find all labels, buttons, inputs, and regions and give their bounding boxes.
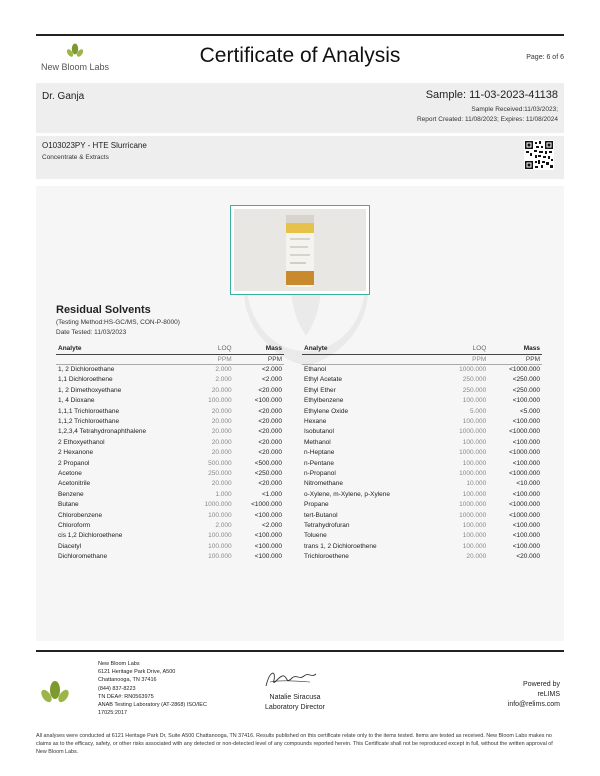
mass-cell: <250.000 [512, 376, 540, 384]
mass-cell: <100.000 [512, 532, 540, 540]
loq-cell: 1.000 [215, 490, 232, 498]
table-row [56, 437, 284, 447]
loq-cell: 5.000 [469, 407, 487, 415]
document-title: Certificate of Analysis [199, 44, 401, 67]
analyte-cell: 1, 4 Dioxane [58, 397, 95, 405]
analyte-cell: 2 Ethoxyethanol [58, 438, 105, 446]
analyte-cell: Ethylbenzene [304, 397, 344, 405]
table-row [302, 396, 542, 406]
analyte-cell: Ethyl Acetate [304, 376, 342, 384]
analyte-cell: Benzene [58, 490, 84, 498]
table-row [56, 448, 284, 458]
address-line: (844) 837-8223 [98, 685, 136, 692]
analyte-cell: 1,1,1 Trichloroethane [58, 407, 120, 415]
loq-cell: 1000.000 [459, 366, 487, 374]
mass-cell: <1000.000 [509, 469, 540, 477]
loq-cell: 1000.000 [459, 469, 487, 477]
loq-cell: 20.000 [211, 449, 232, 457]
mass-cell: <5.000 [519, 407, 540, 415]
table-row [56, 364, 284, 374]
table-row [302, 499, 542, 509]
analyte-cell: 1,1 Dichloroethene [58, 376, 113, 384]
mass-cell: <100.000 [512, 490, 540, 498]
table-row [302, 510, 542, 520]
analyte-cell: 1,2,3,4 Tetrahydronaphthalene [58, 428, 147, 436]
client-name: Dr. Ganja [42, 91, 85, 102]
mass-cell: <500.000 [254, 459, 282, 467]
analyte-cell: Methanol [304, 438, 331, 446]
column-header-analyte: Analyte [56, 344, 189, 354]
table-row [56, 551, 284, 561]
analyte-cell: Toluene [304, 532, 327, 540]
analyte-cell: Dichloromethane [58, 553, 108, 561]
table-row [56, 499, 284, 509]
mass-cell: <250.000 [254, 469, 282, 477]
analyte-cell: Ethyl Ether [304, 386, 336, 394]
loq-cell: 100.000 [462, 438, 487, 446]
loq-cell: 100.000 [462, 418, 487, 426]
loq-cell: 2.000 [215, 521, 232, 529]
analyte-cell: 1,1,2 Trichloroethane [58, 418, 120, 426]
mass-cell: <2.000 [261, 376, 282, 384]
mass-cell: <100.000 [512, 521, 540, 529]
mass-cell: <20.000 [516, 553, 540, 561]
loq-cell: 2.000 [215, 366, 232, 374]
table-row [302, 448, 542, 458]
mass-cell: <20.000 [258, 407, 282, 415]
loq-cell: 100.000 [462, 397, 487, 405]
table-row [302, 479, 542, 489]
table-row [56, 458, 284, 468]
mass-cell: <1000.000 [509, 449, 540, 457]
leaf-logo-icon [66, 42, 84, 60]
loq-cell: 1000.000 [459, 511, 487, 519]
analyte-cell: Chloroform [58, 521, 91, 529]
page-number: Page: 6 of 6 [526, 54, 564, 61]
lab-address [98, 660, 207, 717]
analyte-cell: n-Pentane [304, 459, 334, 467]
client-band [36, 83, 564, 133]
table-row [56, 396, 284, 406]
mass-cell: <100.000 [512, 438, 540, 446]
loq-cell: 2.000 [215, 376, 232, 384]
footer-rule [36, 650, 564, 652]
product-category: Concentrate & Extracts [42, 154, 109, 161]
loq-cell: 100.000 [208, 397, 232, 405]
address-line: New Bloom Labs [98, 661, 140, 667]
address-line: 17025:2017 [98, 710, 128, 717]
loq-cell: 100.000 [462, 490, 487, 498]
column-header-analyte: Analyte [302, 344, 440, 354]
loq-cell: 1000.000 [204, 501, 232, 509]
table-row [302, 531, 542, 541]
analyte-cell: Chlorobenzene [58, 511, 103, 519]
analyte-cell: n-Propanol [304, 469, 336, 477]
table-row [302, 437, 542, 447]
sample-received: Sample Received:11/03/2023; [471, 106, 558, 113]
table-row [302, 520, 542, 530]
table-row [56, 520, 284, 530]
table-row [56, 510, 284, 520]
table-row [56, 541, 284, 551]
analyte-cell: cis 1,2 Dichloroethene [58, 532, 123, 540]
unit-mass: PPM [234, 354, 284, 364]
product-band [36, 136, 564, 179]
powered-by-name: reLIMS [537, 691, 560, 698]
analyte-cell: n-Heptane [304, 449, 335, 457]
analyte-cell: Propane [304, 501, 329, 509]
analyte-cell: 2 Propanol [58, 459, 90, 467]
analyte-cell: 1, 2 Dimethoxyethane [58, 386, 122, 394]
loq-cell: 20.000 [211, 438, 232, 446]
address-line: 6121 Heritage Park Drive, A500 [98, 669, 176, 676]
analyte-cell: 2 Hexanone [58, 449, 94, 457]
powered-by [508, 680, 560, 710]
table-row [56, 427, 284, 437]
table-row [302, 541, 542, 551]
disclaimer: All analyses were conducted at 6121 Heritage Park Dr, Suite A500 Chattanooga, TN 37416. Results published on this certificate relate only to the items tested. Items are tested as received. New Bloom Labs makes no claims as to the efficacy, safety, or other risks associated with any detected or non-detected level of any compounds reported herein. This Certificate shall not be reproduced except in full, without the written approval of New Bloom Labs. [36, 733, 553, 755]
solvents-table-right [302, 344, 542, 562]
table-row [56, 406, 284, 416]
mass-cell: <20.000 [258, 438, 282, 446]
loq-cell: 250.000 [208, 469, 232, 477]
mass-cell: <1000.000 [509, 428, 540, 436]
mass-cell: <1000.000 [509, 511, 540, 519]
table-row [56, 531, 284, 541]
table-row [302, 489, 542, 499]
mass-cell: <100.000 [512, 459, 540, 467]
loq-cell: 100.000 [208, 542, 232, 550]
table-row [302, 468, 542, 478]
header-rule [36, 34, 564, 36]
brand [40, 42, 110, 72]
loq-cell: 250.000 [462, 376, 487, 384]
signer-title: Laboratory Director [265, 704, 325, 711]
address-line: TN DEA#: RN0563975 [98, 693, 154, 700]
mass-cell: <100.000 [512, 542, 540, 550]
address-line: ANAB Testing Laboratory (AT-2868) ISO/IEC [98, 702, 207, 709]
mass-cell: <20.000 [258, 449, 282, 457]
loq-cell: 20.000 [466, 553, 487, 561]
analyte-cell: Nitromethane [304, 480, 344, 488]
mass-cell: <100.000 [512, 418, 540, 426]
mass-cell: <20.000 [258, 418, 282, 426]
table-row [302, 406, 542, 416]
mass-cell: <1000.000 [509, 501, 540, 509]
sample-id: Sample: 11-03-2023-41138 [425, 89, 558, 101]
brand-name: New Bloom Labs [40, 62, 110, 72]
testing-method: (Testing Method:HS-GC/MS, CON-P-8000) [56, 319, 180, 326]
mass-cell: <100.000 [254, 542, 282, 550]
loq-cell: 20.000 [211, 407, 232, 415]
column-header-mass: Mass [488, 344, 542, 354]
analyte-cell: Hexane [304, 418, 327, 426]
mass-cell: <100.000 [512, 397, 540, 405]
loq-cell: 20.000 [211, 428, 232, 436]
units-row [56, 354, 284, 364]
table-row [302, 427, 542, 437]
results-panel [36, 186, 564, 641]
mass-cell: <100.000 [254, 511, 282, 519]
loq-cell: 500.000 [208, 459, 232, 467]
table-row [56, 375, 284, 385]
analyte-cell: tert-Butanol [304, 511, 338, 519]
mass-cell: <2.000 [261, 521, 282, 529]
date-tested: Date Tested: 11/03/2023 [56, 329, 127, 336]
report-dates: Report Created: 11/08/2023; Expires: 11/08/2024 [416, 116, 558, 123]
table-row [56, 468, 284, 478]
column-header-loq: LOQ [189, 344, 234, 354]
analyte-cell: Isobutanol [304, 428, 334, 436]
mass-cell: <100.000 [254, 397, 282, 405]
footer-leaf-logo-icon [40, 678, 70, 708]
analyte-cell: 1, 2 Dichloroethane [58, 366, 115, 374]
table-row [56, 416, 284, 426]
address-line: Chattanooga, TN 37416 [98, 677, 157, 684]
unit-loq: PPM [440, 354, 488, 364]
mass-cell: <100.000 [254, 532, 282, 540]
loq-cell: 100.000 [462, 459, 487, 467]
mass-cell: <1000.000 [509, 366, 540, 374]
loq-cell: 20.000 [211, 418, 232, 426]
sample-photo-frame [230, 205, 370, 295]
mass-cell: <10.000 [516, 480, 540, 488]
unit-mass: PPM [488, 354, 542, 364]
analyte-cell: Butane [58, 501, 79, 509]
section-title: Residual Solvents [56, 304, 151, 316]
table-row [56, 479, 284, 489]
loq-cell: 100.000 [462, 542, 487, 550]
analyte-cell: Acetone [58, 469, 82, 477]
mass-cell: <20.000 [258, 386, 282, 394]
mass-cell: <20.000 [258, 428, 282, 436]
table-row [302, 458, 542, 468]
signer-name: Natalie Siracusa [269, 694, 321, 701]
table-row [302, 416, 542, 426]
mass-cell: <250.000 [512, 386, 540, 394]
mass-cell: <2.000 [261, 366, 282, 374]
units-row [302, 354, 542, 364]
product-name: O103023PY - HTE Slurricane [42, 141, 147, 150]
loq-cell: 10.000 [466, 480, 487, 488]
signature-image [260, 666, 320, 692]
mass-cell: <1000.000 [251, 501, 282, 509]
sample-photo [234, 209, 366, 291]
analyte-cell: Diacetyl [58, 542, 82, 550]
table-row [56, 489, 284, 499]
table-row [302, 551, 542, 561]
loq-cell: 100.000 [208, 553, 232, 561]
table-row [56, 385, 284, 395]
table-row [302, 364, 542, 374]
mass-cell: <100.000 [254, 553, 282, 561]
loq-cell: 1000.000 [459, 449, 487, 457]
table-row [302, 385, 542, 395]
loq-cell: 1000.000 [459, 501, 487, 509]
analyte-cell: Acetonitrile [58, 480, 91, 488]
loq-cell: 250.000 [462, 386, 487, 394]
column-header-mass: Mass [234, 344, 284, 354]
analyte-cell: Ethylene Oxide [304, 407, 349, 415]
loq-cell: 100.000 [462, 532, 487, 540]
mass-cell: <1.000 [261, 490, 282, 498]
column-header-loq: LOQ [440, 344, 488, 354]
analyte-cell: Ethanol [304, 366, 327, 374]
qr-code-icon[interactable] [524, 140, 554, 170]
loq-cell: 100.000 [462, 521, 487, 529]
powered-by-email[interactable]: info@relims.com [507, 701, 560, 708]
loq-cell: 20.000 [211, 480, 232, 488]
loq-cell: 100.000 [208, 532, 232, 540]
analyte-cell: Tetrahydrofuran [304, 521, 350, 529]
loq-cell: 20.000 [211, 386, 232, 394]
analyte-cell: o-Xylene, m-Xylene, p-Xylene [304, 490, 390, 498]
unit-loq: PPM [189, 354, 234, 364]
table-row [302, 375, 542, 385]
analyte-cell: trans 1, 2 Dichloroethene [304, 542, 377, 550]
mass-cell: <20.000 [258, 480, 282, 488]
loq-cell: 100.000 [208, 511, 232, 519]
powered-by-label: Powered by [523, 681, 560, 688]
loq-cell: 1000.000 [459, 428, 487, 436]
solvents-table-left [56, 344, 284, 562]
analyte-cell: Trichloroethene [304, 553, 349, 561]
